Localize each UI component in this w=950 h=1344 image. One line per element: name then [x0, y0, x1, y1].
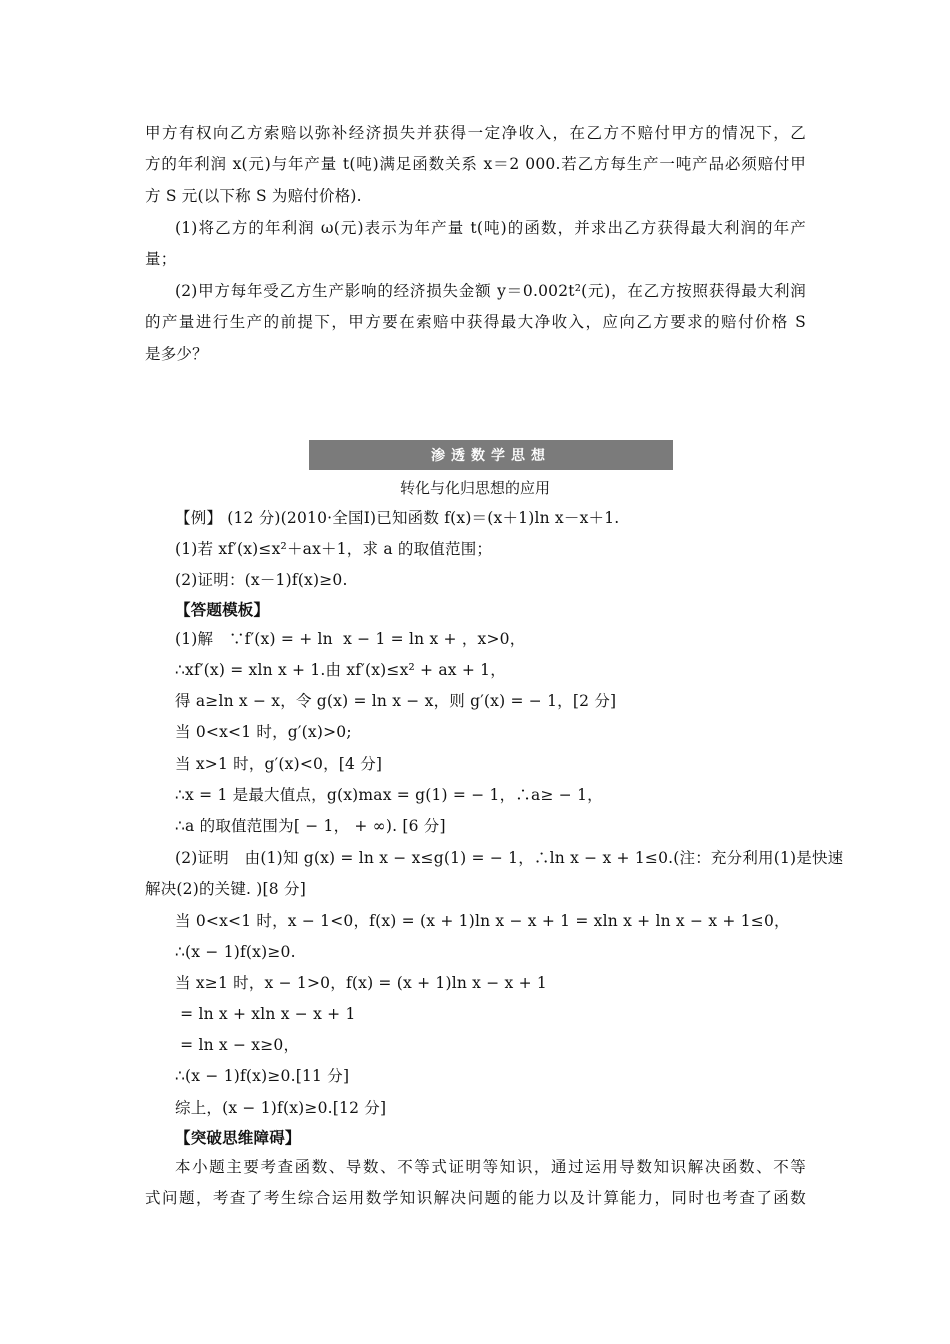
problem-line-1: 甲方有权向乙方索赔以弥补经济损失并获得一定净收入，在乙方不赔付甲方的情况下，乙: [145, 124, 806, 142]
problem-line-6: (2)甲方每年受乙方生产影响的经济损失金额 y＝0.002t²(元)，在乙方按照获得最大利润: [175, 282, 806, 300]
proof-line-2: 解决(2)的关键. )[8 分]: [145, 880, 306, 898]
problem-line-7: 的产量进行生产的前提下，甲方要在索赔中获得最大净收入，应向乙方要求的赔付价格 S: [145, 313, 806, 331]
problem-line-4: (1)将乙方的年利润 ω(元)表示为年产量 t(吨)的函数，并求出乙方获得最大利润的年产: [175, 219, 806, 237]
solution-line-4: 当 0<x<1 时，g′(x)>0;: [175, 723, 352, 741]
proof-line-7: = ln x − x≥0，: [175, 1036, 300, 1054]
analysis-line-2: 式问题，考查了考生综合运用数学知识解决问题的能力以及计算能力，同时也考查了函数: [145, 1189, 806, 1207]
section-subtitle: 转化与化归思想的应用: [399, 479, 550, 497]
section-banner: 渗透数学思想: [309, 440, 673, 470]
proof-line-9: 综上，(x − 1)f(x)≥0.[12 分]: [175, 1099, 387, 1117]
problem-line-2: 方的年利润 x(元)与年产量 t(吨)满足函数关系 x＝2 000.若乙方每生产一吨产品必须赔付甲: [145, 155, 806, 173]
analysis-line-1: 本小题主要考查函数、导数、不等式证明等知识，通过运用导数知识解决函数、不等: [175, 1158, 806, 1176]
answer-template-heading: 【答题模板】: [175, 601, 270, 619]
proof-line-3: 当 0<x<1 时，x − 1<0，f(x) = (x + 1)ln x − x + 1 = xln x + ln x − x + 1≤0，: [175, 912, 790, 930]
solution-line-1: (1)解 ∵f′(x) = + ln x − 1 = ln x + ，x>0，: [175, 630, 526, 648]
example-part-1: (1)若 xf′(x)≤x²＋ax＋1，求 a 的取值范围；: [175, 540, 493, 558]
solution-line-7: ∴a 的取值范围为[ − 1， + ∞). [6 分]: [175, 817, 446, 835]
breakthrough-heading: 【突破思维障碍】: [175, 1129, 301, 1147]
proof-line-6: = ln x + xln x − x + 1: [175, 1005, 356, 1023]
solution-line-2: ∴xf′(x) = xln x + 1.由 xf′(x)≤x² + ax + 1，: [175, 661, 506, 679]
proof-line-1: (2)证明 由(1)知 g(x) = ln x − x≤g(1) = − 1，∴ln x − x + 1≤0.(注：充分利用(1)是快速: [175, 849, 844, 867]
proof-line-8: ∴(x − 1)f(x)≥0.[11 分]: [175, 1067, 350, 1085]
solution-line-6: ∴x = 1 是最大值点，g(x)max = g(1) = − 1，∴a≥ − 1，: [175, 786, 603, 804]
problem-line-5: 量；: [145, 250, 177, 268]
proof-line-4: ∴(x − 1)f(x)≥0.: [175, 943, 296, 961]
problem-line-8: 是多少？: [145, 345, 208, 363]
example-part-2: (2)证明：(x－1)f(x)≥0.: [175, 571, 348, 589]
solution-line-5: 当 x>1 时，g′(x)<0，[4 分]: [175, 755, 383, 773]
example-statement: 【例】 (12 分)(2010·全国Ⅰ)已知函数 f(x)＝(x＋1)ln x－x＋1.: [175, 509, 620, 527]
solution-line-3: 得 a≥ln x − x，令 g(x) = ln x − x，则 g′(x) = − 1，[2 分]: [175, 692, 617, 710]
problem-line-3: 方 S 元(以下称 S 为赔付价格).: [145, 187, 362, 205]
proof-line-5: 当 x≥1 时，x − 1>0，f(x) = (x + 1)ln x − x + 1: [175, 974, 547, 992]
